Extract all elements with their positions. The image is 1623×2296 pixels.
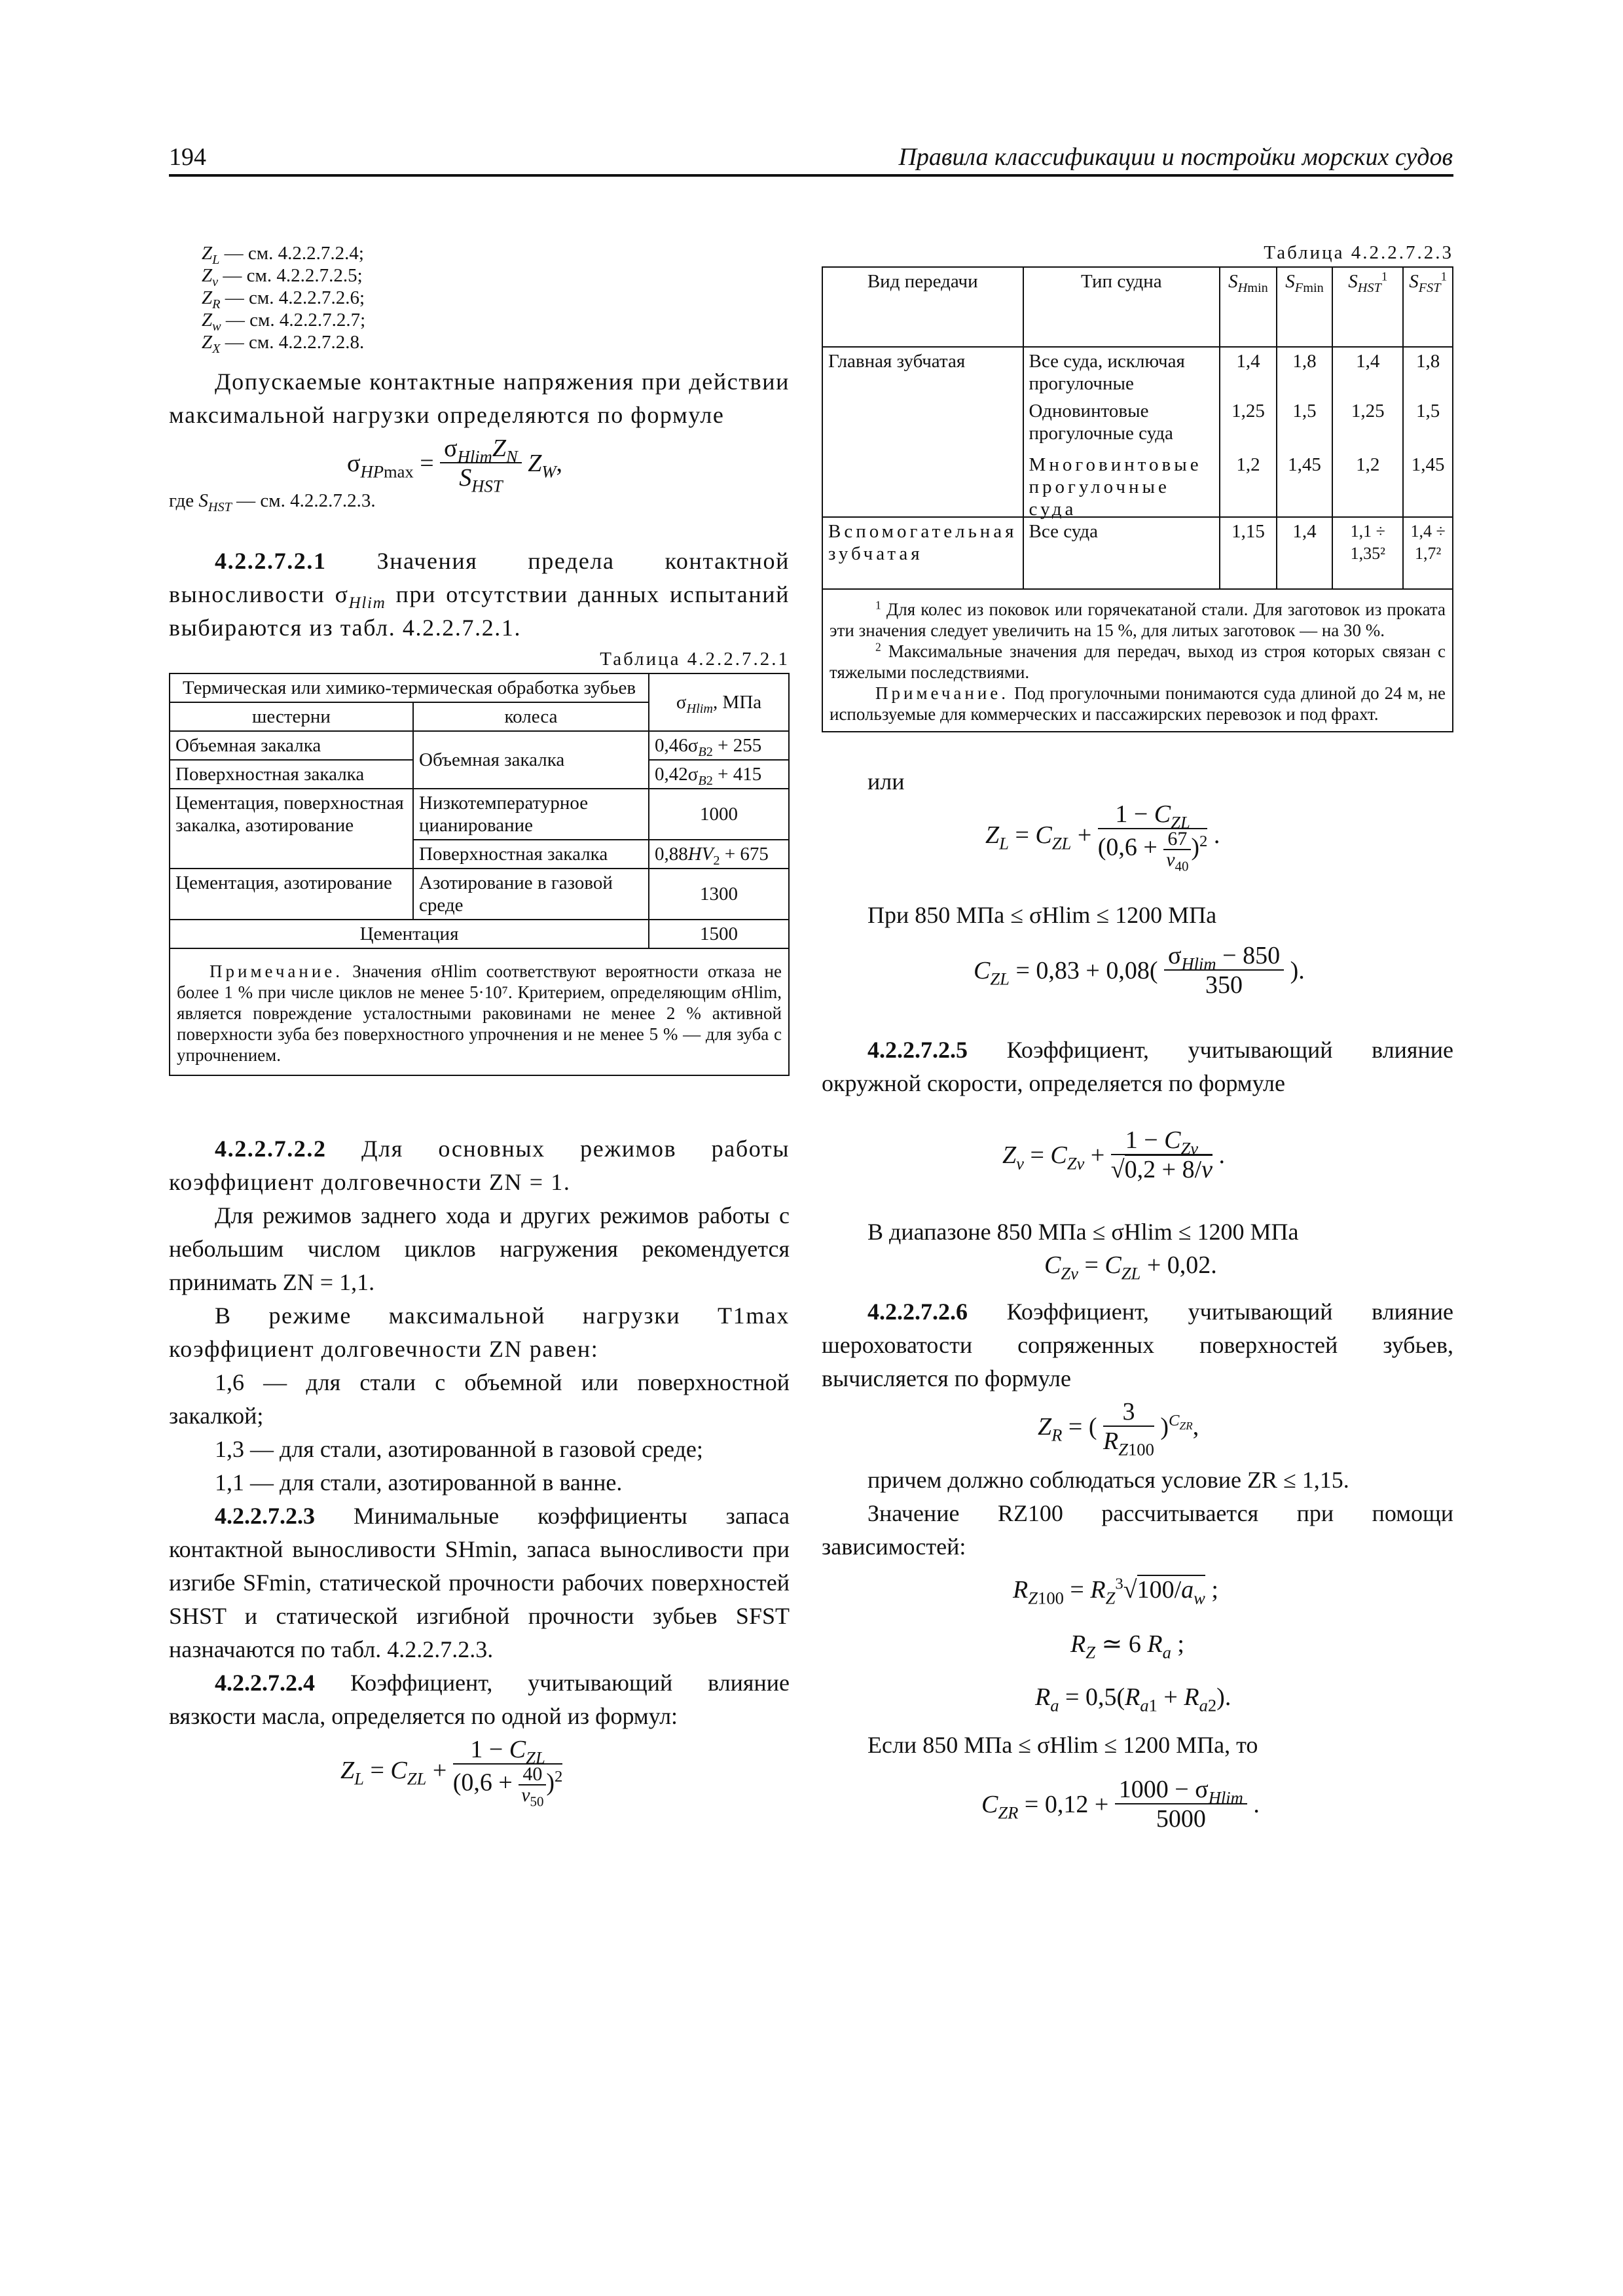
formula-zr: $Z_R$ = ( $\frac{3}{R_{Z100}}$ )$^{C_{ZR}}$, (1038, 1398, 1199, 1460)
t3-sfst-row3: 1,45 (1411, 454, 1445, 475)
reference-list (202, 242, 790, 357)
t1-r1-value: $0,46\sigma_{B2} + 255$ (649, 731, 789, 760)
t1-r1-pinion: Объемная закалка (170, 731, 413, 760)
t3-shmin-row4: 1,15 (1220, 517, 1277, 589)
t1-r5-wheel: Азотирование в газовой среде (413, 869, 649, 920)
t3-shst-main (1332, 347, 1403, 517)
t3-shst-row1: 1,4 (1356, 351, 1380, 372)
t3-sfmin-main (1277, 347, 1333, 517)
para-rz100: Значение RZ100 рассчитывается при помощи зависимостей: (822, 1500, 1453, 1560)
para-4-2-2-7-2-3: 4.2.2.7.2.3 Минимальные коэффициенты запаса контактной выносливости SHmin, запаса выносливости при изгибе SFmin, статической прочности рабочих поверхностей SHST и статической изгибной прочности зубьев SFST назначаются по табл. 4.2.2.7.2.3. (169, 1503, 790, 1662)
t3-note: Примечание. Под прогулочными понимаются суда длиной до 24 м, не используемые для коммерческих и пассажирских перевозок и под фрахт. (830, 683, 1446, 724)
ref-zl: $Z_L$ — см. 4.2.2.7.2.4; (202, 243, 364, 268)
t3-notes (822, 589, 1453, 732)
t3-shst-row3: 1,2 (1356, 454, 1380, 475)
t1-header-treatment: Термическая или химико-термическая обработка зубьев (170, 673, 649, 702)
t3-ship-row1: Все суда, исключая прогулочные (1029, 351, 1185, 394)
right-column (822, 242, 1453, 1841)
para-4-2-2-7-2-1: 4.2.2.7.2.1 Значения предела контактной выносливости $\sigma_{Hlim}$ при отсутствии данных испытаний выбираются из табл. 4.2.2.7.2.1. (169, 548, 790, 641)
or-word: или (867, 768, 905, 795)
t3-shmin-row1: 1,4 (1236, 351, 1260, 372)
t3-header-kind: Вид передачи (822, 267, 1023, 347)
t3-footnote-1: $^1$ Для колес из поковок или горячекатаной стали. Для заготовок из проката эти значения следует увеличить на 15 %, для литых заготовок — на 30 %. (830, 598, 1446, 640)
t3-shmin-row3: 1,2 (1236, 454, 1260, 475)
t1-header-sigma: $\sigma_{Hlim}$, МПа (649, 673, 789, 731)
table1-caption: Таблица 4.2.2.7.2.1 (600, 649, 790, 670)
formula-ra: $R_a = 0,5(R_{a1} + R_{a2})$. (1035, 1683, 1231, 1715)
t3-shmin-row2: 1,25 (1231, 401, 1265, 422)
para-4-2-2-7-2-5: 4.2.2.7.2.5 Коэффициент, учитывающий влияние окружной скорости, определяется по формуле (822, 1037, 1453, 1096)
range-3: Если 850 МПа ≤ σHlim ≤ 1200 МПа, то (867, 1732, 1258, 1758)
range-2: В диапазоне 850 МПа ≤ σHlim ≤ 1200 МПа (867, 1219, 1299, 1245)
t3-header-ship: Тип судна (1023, 267, 1220, 347)
ref-zx: $Z_X$ — см. 4.2.2.7.2.8. (202, 332, 365, 357)
formula-rz: $R_Z$ ≃ 6 $R_a$ ; (1070, 1630, 1184, 1662)
para-4-2-2-7-2-6: 4.2.2.7.2.6 Коэффициент, учитывающий влияние шероховатости сопряженных поверхностей зубьев, вычисляется по формуле (822, 1299, 1453, 1391)
where-line: где $S_{HST}$ — см. 4.2.2.7.2.3. (169, 490, 376, 515)
t1-r3-wheel: Низкотемпературное цианирование (413, 789, 649, 840)
t1-r3-value: 1000 (649, 789, 789, 840)
para-condition: причем должно соблюдаться условие ZR ≤ 1,15. (867, 1467, 1349, 1493)
t1-header-wheel: колеса (413, 702, 649, 731)
formula-czl: $C_{ZL} = 0,83 + 0,08$( $\frac{\sigma_{Hlim} - 850}{350}$ ). (974, 942, 1305, 999)
page-number: 194 (169, 143, 206, 171)
t3-ship-row3: Многовинтовые прогулочные суда (1029, 454, 1202, 520)
t3-shst-row4: 1,1 ÷ 1,35² (1332, 517, 1403, 589)
ref-zv: $Z_v$ — см. 4.2.2.7.2.5; (202, 265, 363, 290)
t3-header-shmin: $S_{Hmin}$ (1220, 267, 1277, 347)
intro-paragraph: Допускаемые контактные напряжения при действии максимальной нагрузки определяются по формуле (169, 368, 790, 428)
t1-r12-wheel: Объемная закалка (413, 731, 649, 789)
formula-zv: $Z_v = C_{Zv}$ + $\frac{1 - C_{Zv}}{√0,2 + 8/v}$ . (1002, 1126, 1226, 1183)
t3-sfst-row1: 1,8 (1416, 351, 1440, 372)
t1-r6-value: 1500 (649, 920, 789, 948)
table3 (822, 266, 1453, 732)
t1-r6-treatment: Цементация (170, 920, 649, 948)
t1-r4-wheel: Поверхностная закалка (413, 840, 649, 869)
t3-sfst-row2: 1,5 (1416, 401, 1440, 422)
t3-sfmin-row2: 1,5 (1292, 401, 1317, 422)
t3-sfst-main (1403, 347, 1453, 517)
t3-kind-main: Главная зубчатая (822, 347, 1023, 517)
table3-caption: Таблица 4.2.2.7.2.3 (1264, 242, 1453, 263)
t1-r5-value: 1300 (649, 869, 789, 920)
running-title: Правила классификации и постройки морских судов (898, 143, 1453, 171)
t1-note: Примечание. Значения σHlim соответствуют вероятности отказа не более 1 % при числе циклов не менее 5·10⁷. Критерием, определяющим σHlim, является повреждение усталостными раковинами не менее 2 % активной поверхности зуба без поверхностного упрочнения и не менее 5 % — для зуба с упрочнением. (170, 948, 789, 1075)
ref-zr: $Z_R$ — см. 4.2.2.7.2.6; (202, 287, 365, 312)
t3-shst-row2: 1,25 (1351, 401, 1385, 422)
list-item-1: 1,6 — для стали с объемной или поверхностной закалкой; (169, 1369, 790, 1429)
formula-zl-v50: $Z_L = C_{ZL}$ + $1 - C_{ZL}$ (0,6 + $\frac{40}{v_{50}}$ )$^2$ (340, 1736, 563, 1810)
t3-footnote-2: $^2$ Максимальные значения для передач, выход из строя которых связан с тяжелыми последствиями. (830, 640, 1446, 682)
t1-header-pinion: шестерни (170, 702, 413, 731)
t3-ship-main (1023, 347, 1220, 520)
t1-r4-value: $0,88HV_2 + 675$ (649, 840, 789, 869)
t3-sfmin-row4: 1,4 (1277, 517, 1333, 589)
t3-header-shst: $S_{HST}^1$ (1332, 267, 1403, 347)
formula-sigma-hpmax: $\sigma_{HPmax}$ = $\frac{\sigma_{Hlim}Z_N}{S_{HST}}$ $Z_W$, (347, 435, 563, 496)
t3-sfmin-row1: 1,8 (1292, 351, 1317, 372)
header-rule (169, 174, 1453, 177)
t1-r3-pinion: Цементация, поверхностная закалка, азотирование (170, 789, 413, 869)
ref-zw: $Z_w$ — см. 4.2.2.7.2.7; (202, 310, 366, 334)
para-4-2-2-7-2-2: 4.2.2.7.2.2 Для основных режимов работы коэффициент долговечности ZN = 1. (169, 1136, 790, 1195)
t3-ship-row2: Одновинтовые прогулочные суда (1029, 401, 1173, 444)
formula-czr: $C_{ZR} = 0,12$ + $\frac{1000 - \sigma_{Hlim}}{5000}$ . (981, 1776, 1260, 1833)
t3-kind-aux: Вспомогательная зубчатая (822, 517, 1023, 589)
para-reverse-mode: Для режимов заднего хода и других режимов работы с небольшим числом циклов нагружения рекомендуется принимать ZN = 1,1. (169, 1202, 790, 1295)
list-item-3: 1,1 — для стали, азотированной в ванне. (215, 1469, 623, 1496)
table1 (169, 673, 790, 1076)
t3-sfst-row4: 1,4 ÷ 1,7² (1403, 517, 1453, 589)
formula-rz100: $R_{Z100} = R_Z^3√100/a_w$ ; (1013, 1575, 1218, 1608)
t3-header-sfst: $S_{FST}^1$ (1403, 267, 1453, 347)
para-max-load: В режиме максимальной нагрузки T1max коэффициент долговечности ZN равен: (169, 1302, 790, 1362)
t3-ship-row4: Все суда (1023, 517, 1220, 589)
t3-header-sfmin: $S_{Fmin}$ (1277, 267, 1333, 347)
t3-shmin-main (1220, 347, 1277, 517)
range-1: При 850 МПа ≤ σHlim ≤ 1200 МПа (867, 902, 1217, 928)
formula-czv: $C_{Zv} = C_{ZL} + 0,02$. (1044, 1251, 1217, 1283)
para-4-2-2-7-2-4: 4.2.2.7.2.4 Коэффициент, учитывающий влияние вязкости масла, определяется по одной из формул: (169, 1670, 790, 1729)
list-item-2: 1,3 — для стали, азотированной в газовой среде; (215, 1436, 703, 1462)
left-column (169, 242, 790, 1810)
t1-r2-value: $0,42\sigma_{B2} + 415$ (649, 760, 789, 789)
formula-zl-v40: $Z_L = C_{ZL}$ + $1 - C_{ZL}$ (0,6 + $\frac{67}{v_{40}}$ )$^2$ . (985, 800, 1220, 874)
t1-r5-pinion: Цементация, азотирование (170, 869, 413, 920)
t1-r2-pinion: Поверхностная закалка (170, 760, 413, 789)
t3-sfmin-row3: 1,45 (1288, 454, 1321, 475)
